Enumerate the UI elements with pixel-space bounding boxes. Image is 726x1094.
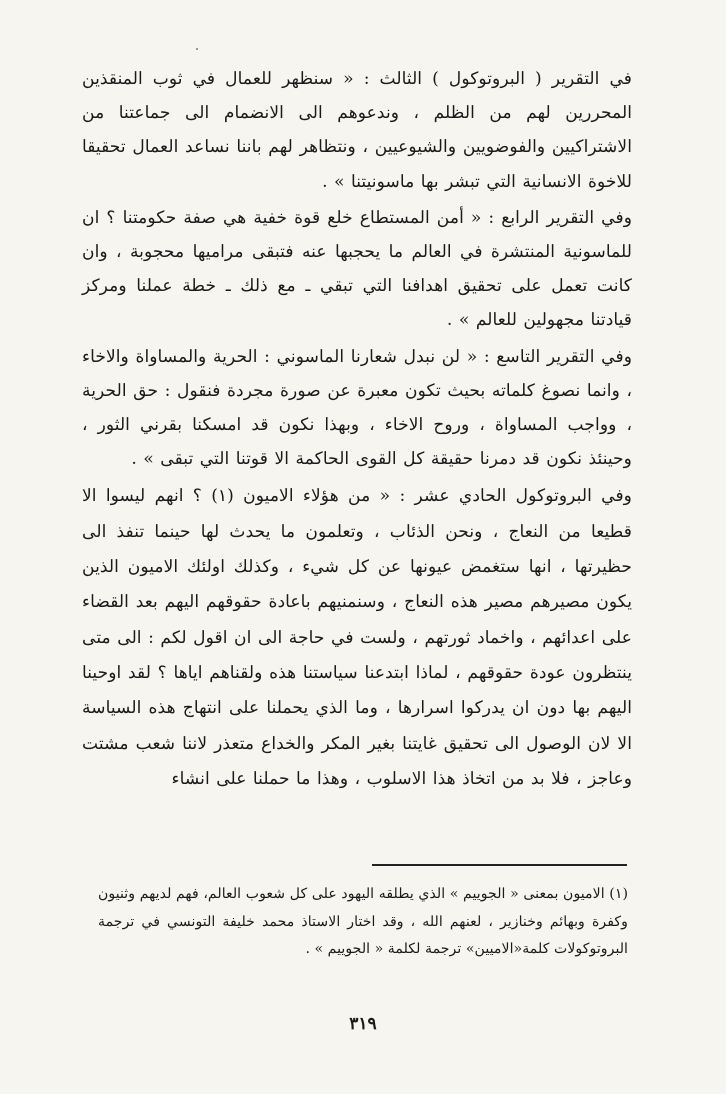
paragraph-fourth-report: وفي التقرير الرابع : « أمن المستطاع خلع قوة خفية هي صفة حكومتنا ؟ ان للماسونية المنتشرة في العالم ما يحجبها عنه فتبقى مراميها محجوبة ، وان كانت تعمل على تحقيق اهدافنا التي تبقي ـ مع ذلك ـ خطة عملنا ومركز قيادتنا مجهولين للعالم » . (82, 207, 632, 331)
footnote-separator (372, 864, 627, 866)
main-text (82, 62, 632, 797)
print-speck (196, 48, 198, 50)
paragraph-ninth-report: وفي التقرير التاسع : « لن نبدل شعارنا الماسوني : الحرية والمساواة والاخاء ، وانما نصوغ كلماته بحيث تكون معبرة عن صورة مجردة فنقول : حق الحرية ، وواجب المساواة ، وروح الاخاء ، وبهذا نكون قد امسكنا بقرني الثور ، وحينئذ نكون قد دمرنا حقيقة كل القوى الحاكمة الا قوتنا التي تبقى » . (82, 346, 632, 470)
page-number: ٣١٩ (349, 1014, 377, 1034)
footnote: (١) الاميون بمعنى « الجوييم » الذي يطلقه اليهود على كل شعوب العالم، فهم لديهم وثنيون وكفرة وبهائم وخنازير ، لعنهم الله ، وقد اختار الاستاذ محمد خليفة التونسي في ترجمة البروتوكولات كلمة«الاميين» ترجمة لكلمة « الجوييم » . (98, 886, 628, 957)
paragraph-third-report: في التقرير ( البروتوكول ) الثالث : « سنظهر للعمال في ثوب المنقذين المحررين لهم من الظلم ، وندعوهم الى الانضمام الى جماعتنا من الاشتراكيين والفوضويين والشيوعيين ، ونتظاهر لهم باننا نساعد العمال تحقيقا للاخوة الانسانية التي تبشر بها ماسونيتنا » . (82, 69, 632, 192)
paragraph-eleventh-protocol: وفي البروتوكول الحادي عشر : « من هؤلاء الاميون (١) ؟ انهم ليسوا الا قطيعا من النعاج ، ونحن الذئاب ، وتعلمون ما يحدث لها حينما تنفذ الى حظيرتها ، انها ستغمض عيونها عن كل شيء ، وكذلك اولئك الاميون الذين يكون مصيرهم مصير هذه النعاج ، وسنمنيهم باعادة حقوقهم اليهم بعد القضاء على اعدائهم ، واخماد ثورتهم ، ولست في حاجة الى ان اقول لكم : الى متى ينتظرون عودة حقوقهم ، لماذا ابتدعنا سياستنا هذه ولقناهم اياها ؟ لقد اوحينا اليهم بها دون ان يدركوا اسرارها ، وما الذي يحملنا على انتهاج هذه السياسة الا لان الوصول الى تحقيق غايتنا بغير المكر والخداع متعذر لاننا شعب مشتت وعاجز ، فلا بد من اتخاذ هذا الاسلوب ، وهذا ما حملنا على انشاء (82, 486, 632, 789)
